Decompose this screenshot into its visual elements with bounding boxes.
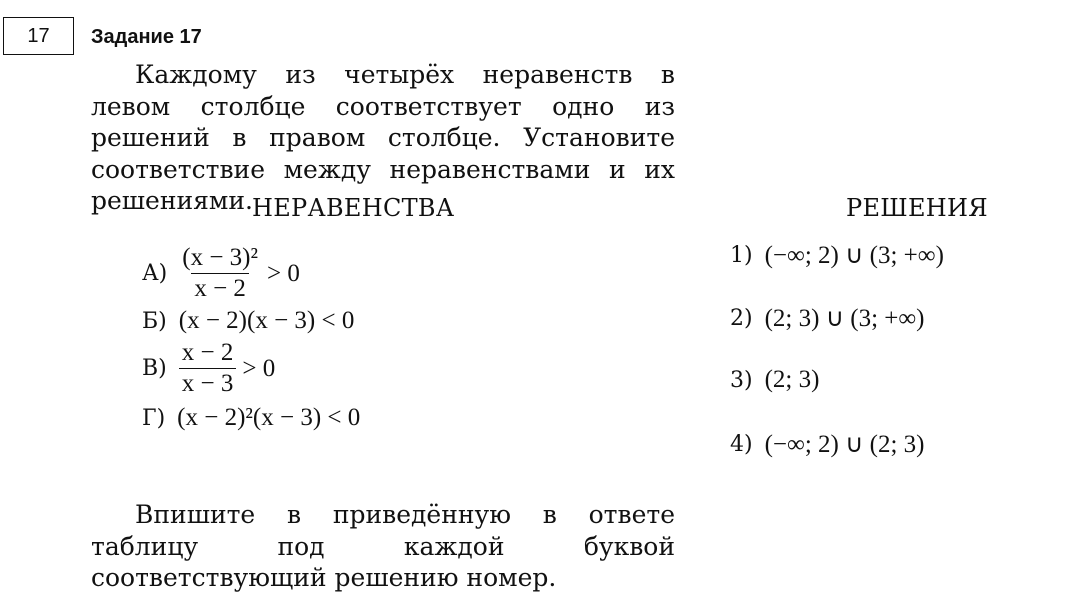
solution-label: 2) [730, 305, 753, 331]
fraction-numerator: x − 2 [181, 339, 234, 366]
solution-2 [730, 303, 925, 333]
solution-interval: (2; 3) [764, 366, 820, 393]
fraction-denominator: x − 3 [179, 368, 237, 398]
fraction [179, 244, 261, 303]
task-intro: Каждому из четырёх неравенств в левом столбце соответствует одно из решений в правом столбце. Установите соответствие между неравенствами и их решениями. [91, 60, 675, 215]
solution-label: 3) [730, 367, 753, 393]
solution-interval: (−∞; 2) ∪ (3; +∞) [764, 242, 944, 269]
solution-1 [730, 240, 944, 270]
inequality-expression: (x − 2)(x − 3) < 0 [178, 307, 355, 334]
solutions-header: РЕШЕНИЯ [846, 194, 988, 222]
inequality-relation: > 0 [242, 354, 276, 382]
solution-3 [730, 366, 819, 394]
inequalities-header: НЕРАВЕНСТВА [252, 194, 455, 222]
inequality-b [142, 307, 354, 335]
fraction [179, 339, 237, 398]
fraction-denominator: x − 2 [191, 273, 249, 303]
inequality-relation: > 0 [267, 259, 300, 287]
inequality-label: Г) [142, 405, 166, 431]
solution-interval: (−∞; 2) ∪ (2; 3) [764, 431, 925, 458]
task-title: Задание 17 [91, 26, 202, 48]
inequality-a [142, 244, 300, 303]
inequality-label: Б) [142, 308, 167, 334]
inequality-label: В) [142, 356, 167, 381]
task-instruction: Впишите в приведённую в ответе таблицу под каждой буквой соответствующий решению номер. [91, 500, 675, 592]
solution-label: 4) [730, 431, 753, 457]
solution-interval: (2; 3) ∪ (3; +∞) [764, 305, 925, 332]
inequality-expression: (x − 2)²(x − 3) < 0 [177, 404, 361, 431]
inequality-label: А) [142, 261, 168, 286]
solution-4 [730, 429, 925, 459]
inequality-c [142, 339, 275, 398]
fraction-numerator: (x − 3)² [182, 244, 258, 271]
task-number: 17 [27, 24, 50, 47]
task-number-box [3, 17, 74, 55]
solution-label: 1) [730, 242, 753, 268]
inequality-d [142, 404, 360, 432]
